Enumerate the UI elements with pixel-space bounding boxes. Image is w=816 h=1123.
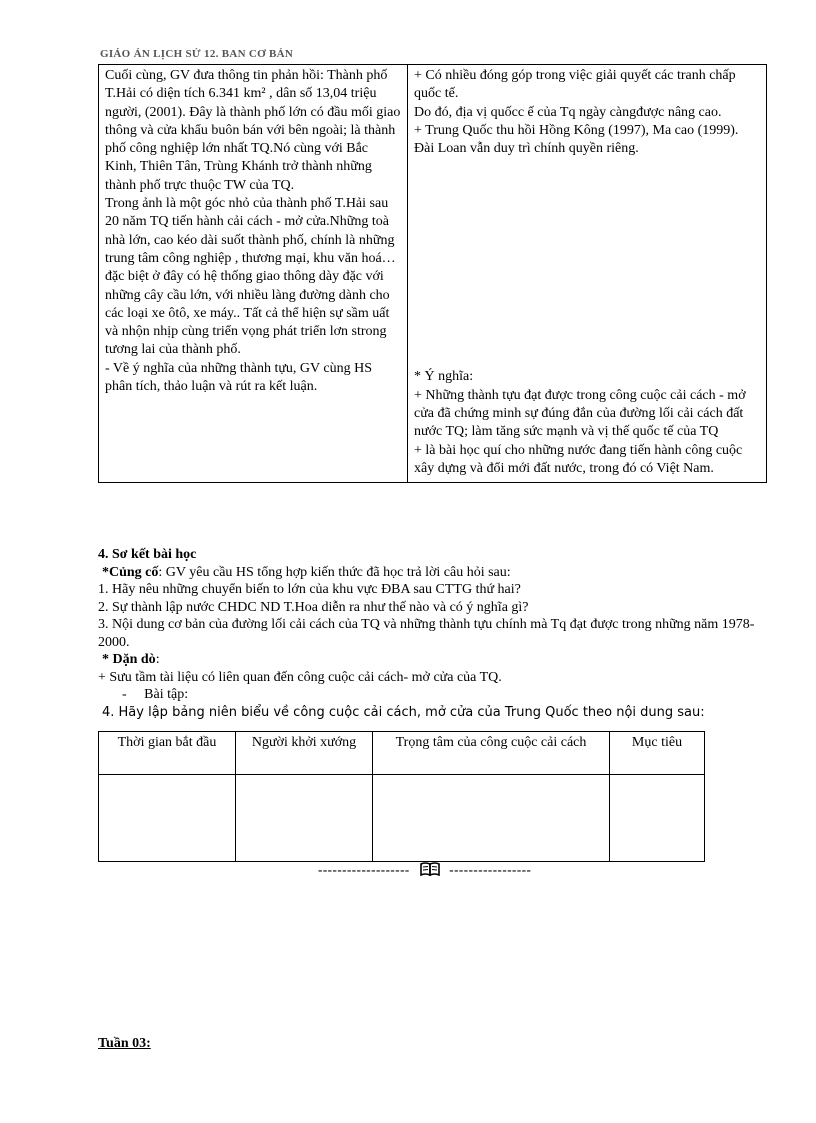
timeline-column-header: Người khởi xướng — [236, 732, 373, 775]
timeline-cell — [373, 775, 610, 862]
exercise-task: 4. Hãy lập bảng niên biểu về công cuộc cải cách, mở cửa của Trung Quốc theo nội dung sau: — [102, 704, 705, 720]
consolidation-line — [98, 564, 768, 582]
summary-heading: 4. Sơ kết bài học — [98, 547, 197, 562]
teacher-activity-cell — [99, 65, 408, 483]
significance-heading: * Ý nghĩa: — [414, 369, 474, 385]
timeline-column-header: Thời gian bắt đầu — [99, 732, 236, 775]
right-paragraph: + Trung Quốc thu hồi Hồng Kông (1997), Ma cao (1999). Đài Loan vẫn duy trì chính quyền riêng. — [414, 122, 739, 157]
timeline-empty-row — [99, 775, 705, 862]
timeline-cell — [99, 775, 236, 862]
end-mark — [318, 862, 531, 880]
homework-line — [98, 651, 768, 669]
left-paragraph: Trong ảnh là một góc nhỏ của thành phố T.Hải sau 20 năm TQ tiến hành cải cách - mở cửa.Những toà nhà lớn, cao kéo dài suốt thành phố, chính là những trung tâm công nghiệp , thương mại, khu văn hoá…đặc biệt ở đây có hệ thống giao thông dày đặc với những cây cầu lớn, với nhiều làng đường dành cho các loại xe ôtô, xe máy.. Tất cả thể hiện sự sầm uất và nhộn nhịp cùng triển vọng phát triển lơn strong tương lai của thành phố. — [105, 196, 396, 358]
timeline-cell — [236, 775, 373, 862]
question-item: 2. Sự thành lập nước CHDC ND T.Hoa diễn ra như thế nào và có ý nghĩa gì? — [98, 599, 529, 615]
right-paragraph: + Có nhiều đóng góp trong việc giải quyết các tranh chấp quốc tế. — [414, 68, 736, 102]
right-paragraph: + là bài học quí cho những nước đang tiến hành công cuộc xây dựng và đổi mới đất nước, trong đó có Việt Nam. — [414, 442, 743, 476]
lesson-row — [99, 65, 767, 483]
timeline-column-header: Mục tiêu — [610, 732, 705, 775]
consolidation-text: : GV yêu cầu HS tổng hợp kiến thức đã học trả lời câu hỏi sau: — [158, 564, 511, 580]
end-mark-left-dashes: ------------------- — [318, 862, 410, 877]
timeline-table — [98, 731, 705, 862]
exercise-label: Bài tập: — [144, 687, 189, 702]
question-item: 3. Nội dung cơ bản của đường lối cải cách của TQ và những thành tựu chính mà Tq đạt được trong những năm 1978- 2000. — [98, 617, 755, 650]
exercise-line — [98, 686, 768, 704]
spacer — [414, 158, 760, 368]
week-title: Tuần 03: — [98, 1036, 151, 1051]
page-header: GIÁO ÁN LỊCH SỬ 12. BAN CƠ BẢN — [100, 48, 294, 60]
content-cell — [408, 65, 767, 483]
question-item: 1. Hãy nêu những chuyển biến to lớn của khu vực ĐBA sau CTTG thứ hai? — [98, 582, 521, 597]
timeline-cell — [610, 775, 705, 862]
end-mark-right-dashes: ----------------- — [449, 862, 532, 877]
left-paragraph: Cuối cùng, GV đưa thông tin phản hồi: Thành phố T.Hải có diện tích 6.341 km² , dân số 13,04 triệu người, (2001). Đây là thành phố lớn có đầu mối giao thông và cửa khẩu buôn bán với bên ngoài; là thành phố công nghiệp lớn nhất TQ.Nó cùng với Bắc Kinh, Thiên Tân, Trùng Khánh trở thành những thành phố trực thuộc TW của TQ. — [105, 68, 401, 193]
right-paragraph: + Những thành tựu đạt được trong công cuộc cải cách - mở cửa đã chứng minh sự đúng đắn của đường lối cải cách đất nước TQ; làm tăng sức mạnh và vị thế quốc tế của TQ — [414, 387, 746, 440]
timeline-header-row — [99, 732, 705, 775]
lesson-table — [98, 64, 767, 483]
left-paragraph: - Về ý nghĩa của những thành tựu, GV cùng HS phân tích, thảo luận và rút ra kết luận. — [105, 360, 373, 395]
right-paragraph: Do đó, địa vị quốcc ế của Tq ngày càngđược nâng cao. — [414, 104, 722, 120]
homework-colon: : — [155, 652, 160, 667]
book-icon — [420, 862, 440, 880]
homework-item: + Sưu tầm tài liệu có liên quan đến công cuộc cải cách- mở cửa của TQ. — [98, 669, 502, 685]
bullet-dash: - — [122, 687, 145, 702]
homework-label: * Dặn dò — [102, 652, 156, 667]
consolidation-label: *Củng cố — [102, 564, 159, 580]
summary-section — [98, 546, 768, 721]
timeline-column-header: Trọng tâm của công cuộc cải cách — [373, 732, 610, 775]
